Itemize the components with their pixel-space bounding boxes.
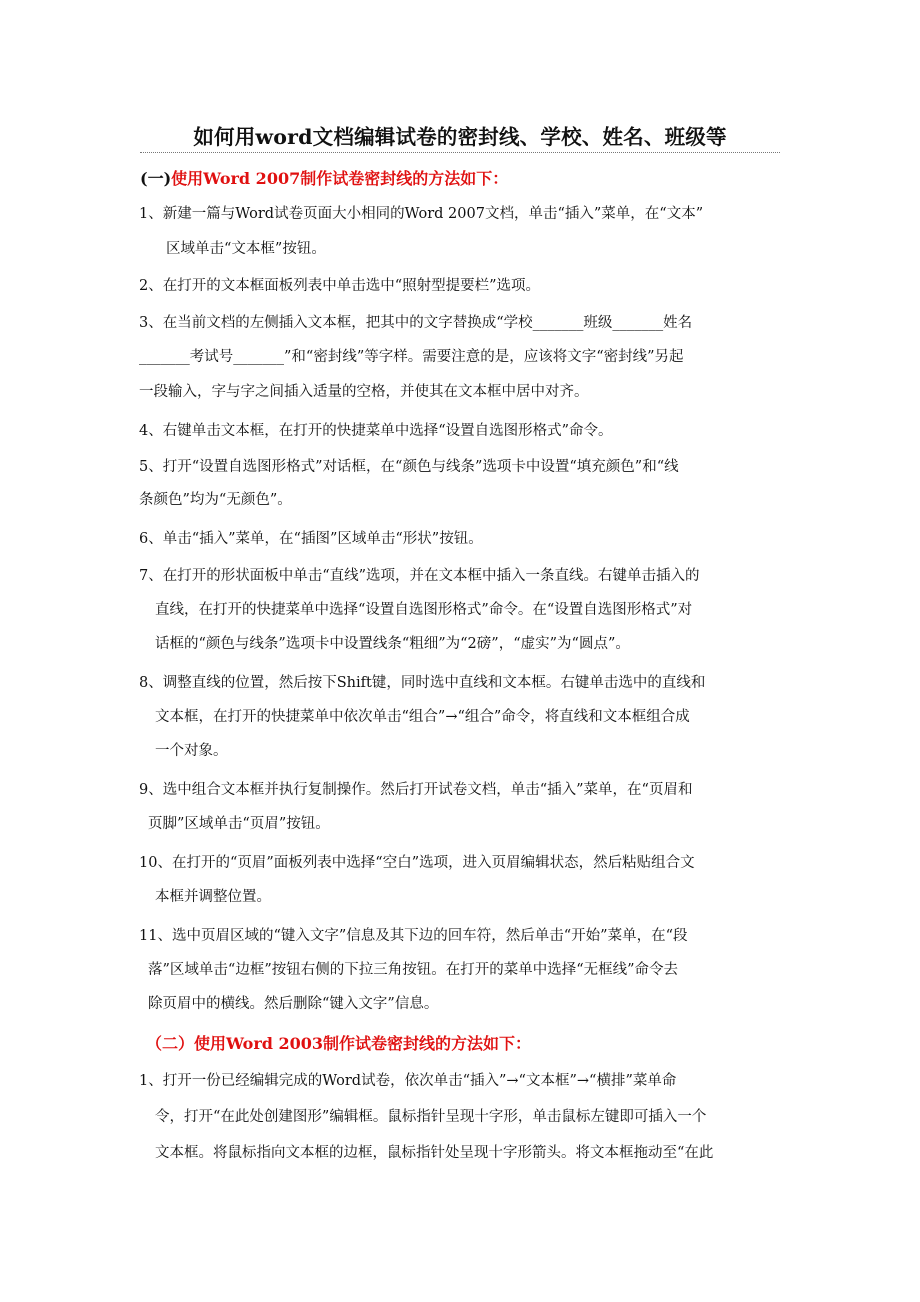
section-1-prefix: (一) xyxy=(140,169,172,188)
paragraph-line: 6、单击“插入”菜单，在“插图”区域单击“形状”按钮。 xyxy=(139,531,483,547)
paragraph-line: 4、右键单击文本框，在打开的快捷菜单中选择“设置自选图形格式”命令。 xyxy=(139,423,613,439)
paragraph-line: 令，打开“在此处创建图形”编辑框。鼠标指针呈现十字形，单击鼠标左键即可插入一个 xyxy=(155,1109,707,1125)
paragraph-line: 本框并调整位置。 xyxy=(155,889,271,905)
section-2-heading xyxy=(146,1032,531,1056)
paragraph-line: 7、在打开的形状面板中单击“直线”选项，并在文本框中插入一条直线。右键单击插入的 xyxy=(139,568,700,584)
paragraph-line: 5、打开“设置自选图形格式”对话框，在“颜色与线条”选项卡中设置“填充颜色”和“线 xyxy=(139,459,679,475)
section-2-heading-text: （二）使用Word 2003制作试卷密封线的方法如下： xyxy=(146,1034,532,1053)
paragraph-line: 9、选中组合文本框并执行复制操作。然后打开试卷文档，单击“插入”菜单，在“页眉和 xyxy=(139,782,693,798)
paragraph-line: 文本框。将鼠标指向文本框的边框，鼠标指针处呈现十字形箭头。将文本框拖动至“在此 xyxy=(155,1145,714,1161)
paragraph-line: _______考试号_______”和“密封线”等字样。需要注意的是，应该将文字“密封线”另起 xyxy=(139,349,684,365)
paragraph-line: 落”区域单击“边框”按钮右侧的下拉三角按钮。在打开的菜单中选择“无框线”命令去 xyxy=(148,962,679,978)
paragraph-line: 话框的“颜色与线条”选项卡中设置线条“粗细”为“2磅”，“虚实”为“圆点”。 xyxy=(155,636,630,652)
section-1-heading xyxy=(140,167,508,191)
paragraph-line: 直线，在打开的快捷菜单中选择“设置自选图形格式”命令。在“设置自选图形格式”对 xyxy=(155,602,693,618)
paragraph-line: 条颜色”均为“无颜色”。 xyxy=(139,492,292,508)
paragraph-line: 区域单击“文本框”按钮。 xyxy=(166,241,326,257)
paragraph-line: 8、调整直线的位置，然后按下Shift键，同时选中直线和文本框。右键单击选中的直线和 xyxy=(139,675,706,691)
document-title: 如何用word文档编辑试卷的密封线、学校、姓名、班级等 xyxy=(140,122,780,153)
paragraph-line: 文本框，在打开的快捷菜单中依次单击“组合”→“组合”命令，将直线和文本框组合成 xyxy=(155,709,690,725)
paragraph-line: 页脚”区域单击“页眉”按钮。 xyxy=(148,816,330,832)
paragraph-line: 10、在打开的“页眉”面板列表中选择“空白”选项，进入页眉编辑状态，然后粘贴组合文 xyxy=(139,855,695,871)
paragraph-line: 2、在打开的文本框面板列表中单击选中“照射型提要栏”选项。 xyxy=(139,278,541,294)
paragraph-line: 1、打开一份已经编辑完成的Word试卷，依次单击“插入”→“文本框”→“横排”菜单命 xyxy=(139,1073,677,1089)
paragraph-line: 一段输入，字与字之间插入适量的空格，并使其在文本框中居中对齐。 xyxy=(139,384,589,400)
paragraph-line: 3、在当前文档的左侧插入文本框，把其中的文字替换成“学校_______班级_______姓名 xyxy=(139,315,693,331)
paragraph-line: 一个对象。 xyxy=(155,743,228,759)
paragraph-line: 1、新建一篇与Word试卷页面大小相同的Word 2007文档，单击“插入”菜单，在“文本” xyxy=(139,206,704,222)
section-1-heading-text: 使用Word 2007制作试卷密封线的方法如下： xyxy=(171,169,509,188)
paragraph-line: 除页眉中的横线。然后删除“键入文字”信息。 xyxy=(148,996,439,1012)
paragraph-line: 11、选中页眉区域的“键入文字”信息及其下边的回车符，然后单击“开始”菜单，在“段 xyxy=(139,928,688,944)
